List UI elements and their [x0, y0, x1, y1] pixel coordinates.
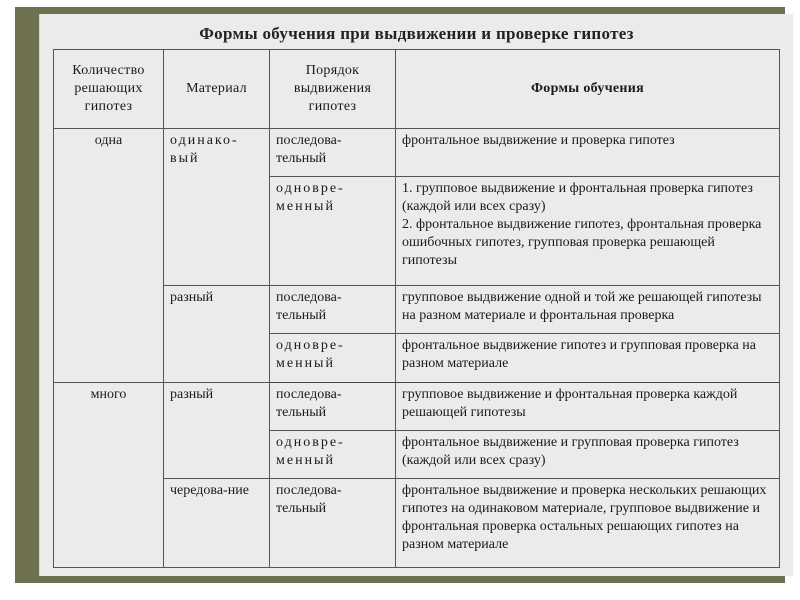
header-material: Материал [164, 50, 270, 129]
forms-item: 2. фронтальное выдвижение гипотез, фронтальная проверка ошибочных гипотез, групповая проверка решающей гипотезы [402, 217, 762, 269]
table-row [54, 129, 780, 177]
material-cell: одинако-вый [164, 129, 270, 286]
forms-cell: фронтальное выдвижение гипотез и групповая проверка на разном материале [396, 334, 780, 382]
material-cell: разный [164, 286, 270, 383]
slide-frame [15, 7, 785, 583]
forms-cell: фронтальное выдвижение и групповая проверка гипотез (каждой или всех сразу) [396, 430, 780, 478]
table-header-row [54, 50, 780, 129]
order-cell: одновре-менный [270, 334, 396, 382]
count-cell: одна [54, 129, 164, 383]
order-cell: последова-тельный [270, 382, 396, 430]
material-cell: разный [164, 382, 270, 479]
forms-cell [396, 177, 780, 286]
header-forms: Формы обучения [396, 50, 780, 129]
order-cell: одновре-менный [270, 430, 396, 478]
order-cell: последова-тельный [270, 479, 396, 568]
count-cell: много [54, 382, 164, 567]
forms-cell: фронтальное выдвижение и проверка нескольких решающих гипотез на одинаковом материале, групповое выдвижение и фронтальная проверка остальных решающих гипотез на разном материале [396, 479, 780, 568]
page-title: Формы обучения при выдвижении и проверке гипотез [199, 24, 634, 43]
header-order: Порядок выдвижения гипотез [270, 50, 396, 129]
forms-cell: фронтальное выдвижение и проверка гипотез [396, 129, 780, 177]
order-cell: последова-тельный [270, 129, 396, 177]
hypotheses-table [53, 49, 780, 568]
table-row [54, 382, 780, 430]
material-cell: чередова-ние [164, 479, 270, 568]
order-cell: последова-тельный [270, 286, 396, 334]
header-count: Количество решающих гипотез [54, 50, 164, 129]
document-sheet [39, 14, 793, 576]
forms-item: 1. групповое выдвижение и фронтальная проверка гипотез (каждой или всех сразу) [402, 181, 753, 215]
forms-cell: групповое выдвижение одной и той же решающей гипотезы на разном материале и фронтальная проверка [396, 286, 780, 334]
order-cell: одновре-менный [270, 177, 396, 286]
forms-cell: групповое выдвижение и фронтальная проверка каждой решающей гипотезы [396, 382, 780, 430]
